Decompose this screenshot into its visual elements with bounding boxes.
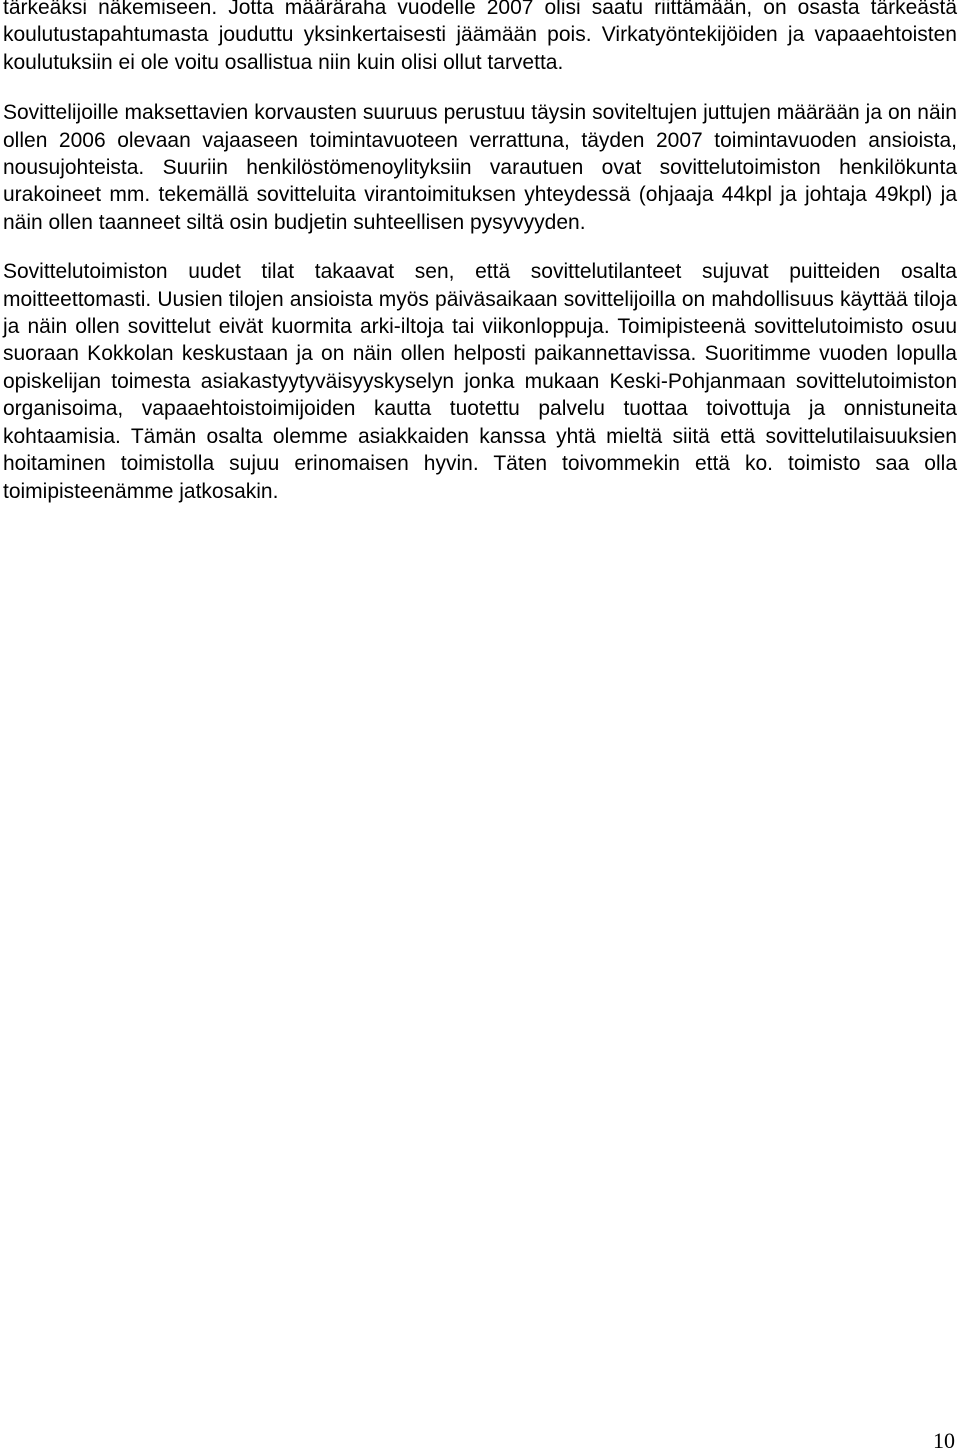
paragraph-training-budget: tärkeäksi näkemiseen. Jotta määräraha vuodelle 2007 olisi saatu riittämään, on osasta tärkeästä koulutustapahtumasta jouduttu yksinkertaisesti jäämään pois. Virkatyöntekijöiden ja vapaaehtoisten koulutuksiin ei ole voitu osallistua niin kuin olisi ollut tarvetta. xyxy=(3,0,957,74)
paragraph-office-premises: Sovittelutoimiston uudet tilat takaavat sen, että sovittelutilanteet sujuvat puitteiden osalta moitteettomasti. Uusien tilojen ansioista myös päiväsaikaan sovittelijoilla on mahdollisuus käyttää tiloja ja näin ollen sovittelut eivät kuormita arki-iltoja tai viikonloppuja. Toimipisteenä sovittelutoimisto osuu suoraan Kokkolan keskustaan ja on näin ollen helposti paikannettavissa. Suoritimme vuoden lopulla opiskelijan toimesta asiakastyytyväisyyskyselyn jonka mukaan Keski-Pohjanmaan sovittelutoimiston organisoima, vapaaehtoistoimijoiden kautta tuotettu palvelu tuottaa toivottuja ja onnistuneita kohtaamisia. Tämän osalta olemme asiakkaiden kanssa yhtä mieltä siitä että sovittelutilaisuuksien hoitaminen toimistolla sujuu erinomaisen hyvin. Täten toivommekin että ko. toimisto saa olla toimipisteenämme jatkosakin. xyxy=(3,260,957,503)
page-number: 10 xyxy=(933,1428,955,1453)
document-page xyxy=(3,0,957,505)
paragraph-mediator-compensation: Sovittelijoille maksettavien korvausten suuruus perustuu täysin soviteltujen juttujen määrään ja on näin ollen 2006 olevaan vajaaseen toimintavuoteen verrattuna, täyden 2007 toimintavuoden ansioista, nousujohteista. Suuriin henkilöstömenoylityksiin varautuen ovat sovittelutoimiston henkilökunta urakoineet mm. tekemällä sovitteluita virantoimituksen yhteydessä (ohjaaja 44kpl ja johtaja 49kpl) ja näin ollen taanneet siltä osin budjetin suhteellisen pysyvyyden. xyxy=(3,101,957,234)
